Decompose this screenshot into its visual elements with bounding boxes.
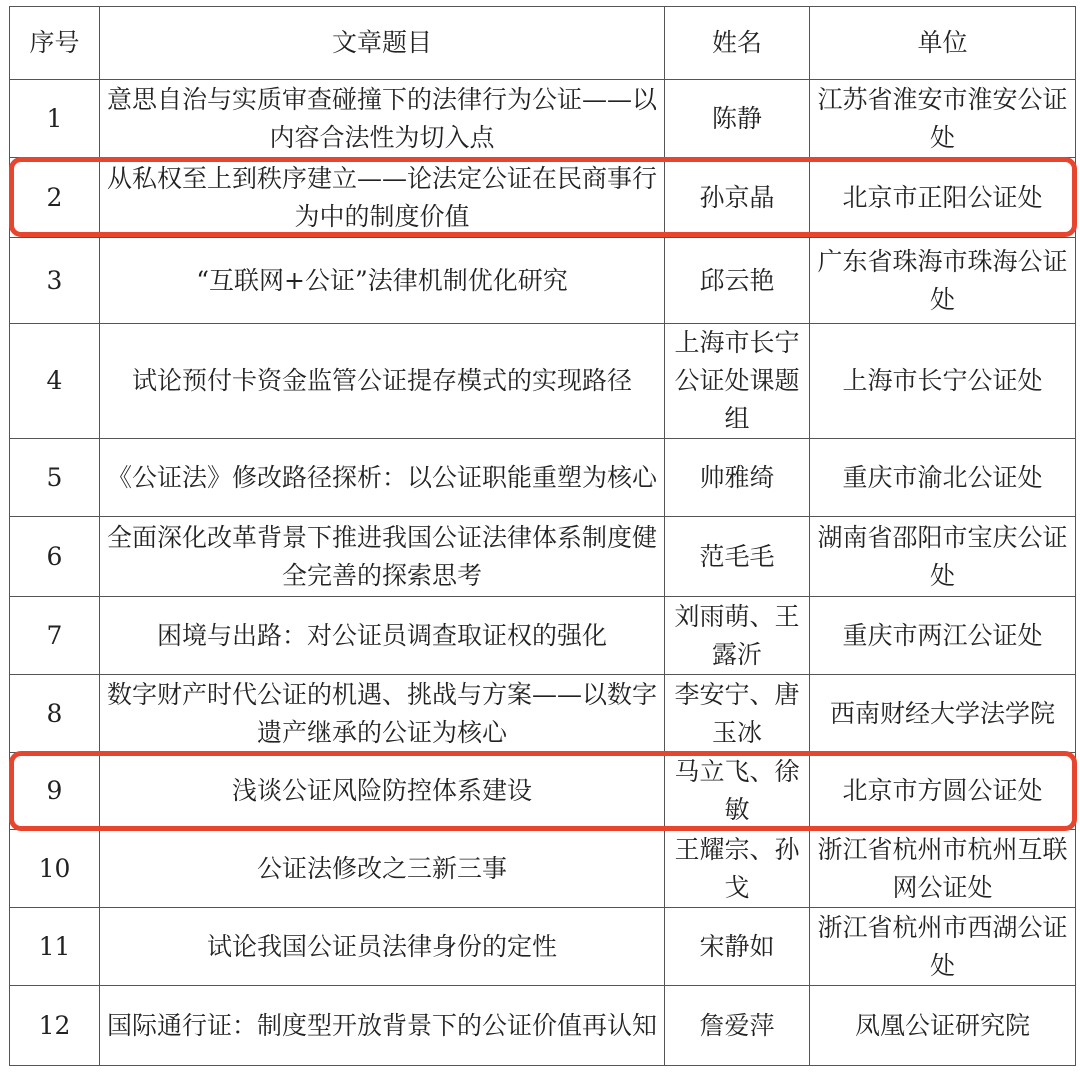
- table-row: [10, 439, 1076, 517]
- row-title: 公证法修改之三新三事: [100, 830, 665, 908]
- header-row: [10, 7, 1076, 80]
- table-row: [10, 908, 1076, 986]
- row-title: 意思自治与实质审查碰撞下的法律行为公证——以内容合法性为切入点: [100, 80, 665, 158]
- row-unit: 凤凰公证研究院: [810, 986, 1076, 1066]
- row-number: 2: [10, 158, 100, 238]
- row-name: 马立飞、徐敏: [665, 753, 810, 830]
- row-unit: 浙江省杭州市杭州互联网公证处: [810, 830, 1076, 908]
- row-number: 11: [10, 908, 100, 986]
- row-name: 刘雨萌、王露沂: [665, 597, 810, 675]
- row-number: 9: [10, 753, 100, 830]
- row-number: 10: [10, 830, 100, 908]
- row-title: 《公证法》修改路径探析：以公证职能重塑为核心: [100, 439, 665, 517]
- header-unit: 单位: [810, 7, 1076, 80]
- row-title: 数字财产时代公证的机遇、挑战与方案——以数字遗产继承的公证为核心: [100, 675, 665, 753]
- row-name: 陈静: [665, 80, 810, 158]
- row-title: “互联网+公证”法律机制优化研究: [100, 238, 665, 324]
- row-unit: 北京市方圆公证处: [810, 753, 1076, 830]
- row-title: 全面深化改革背景下推进我国公证法律体系制度健全完善的探索思考: [100, 517, 665, 597]
- row-unit: 广东省珠海市珠海公证处: [810, 238, 1076, 324]
- highlight-row-2: [9, 157, 1077, 237]
- table-row: [10, 324, 1076, 439]
- row-unit: 重庆市两江公证处: [810, 597, 1076, 675]
- table-row: [10, 830, 1076, 908]
- header-number: 序号: [10, 7, 100, 80]
- row-title: 试论我国公证员法律身份的定性: [100, 908, 665, 986]
- table-row: [10, 238, 1076, 324]
- row-name: 宋静如: [665, 908, 810, 986]
- table-row: [10, 986, 1076, 1066]
- row-name: 李安宁、唐玉冰: [665, 675, 810, 753]
- header-name: 姓名: [665, 7, 810, 80]
- row-number: 8: [10, 675, 100, 753]
- row-unit: 北京市正阳公证处: [810, 158, 1076, 238]
- row-title: 浅谈公证风险防控体系建设: [100, 753, 665, 830]
- row-unit: 浙江省杭州市西湖公证处: [810, 908, 1076, 986]
- row-title: 从私权至上到秩序建立——论法定公证在民商事行为中的制度价值: [100, 158, 665, 238]
- row-name: 詹爱萍: [665, 986, 810, 1066]
- row-title: 试论预付卡资金监管公证提存模式的实现路径: [100, 324, 665, 439]
- row-name: 王耀宗、孙戈: [665, 830, 810, 908]
- table-row: [10, 597, 1076, 675]
- row-number: 4: [10, 324, 100, 439]
- row-number: 7: [10, 597, 100, 675]
- row-name: 帅雅绮: [665, 439, 810, 517]
- table-row: [10, 675, 1076, 753]
- row-unit: 西南财经大学法学院: [810, 675, 1076, 753]
- row-number: 1: [10, 80, 100, 158]
- table-row: [10, 80, 1076, 158]
- row-name: 邱云艳: [665, 238, 810, 324]
- row-title: 困境与出路：对公证员调查取证权的强化: [100, 597, 665, 675]
- table-row: [10, 517, 1076, 597]
- row-name: 范毛毛: [665, 517, 810, 597]
- row-number: 6: [10, 517, 100, 597]
- row-unit: 重庆市渝北公证处: [810, 439, 1076, 517]
- row-number: 12: [10, 986, 100, 1066]
- row-unit: 湖南省邵阳市宝庆公证处: [810, 517, 1076, 597]
- row-number: 3: [10, 238, 100, 324]
- row-name: 孙京晶: [665, 158, 810, 238]
- row-number: 5: [10, 439, 100, 517]
- row-unit: 江苏省淮安市淮安公证处: [810, 80, 1076, 158]
- row-title: 国际通行证：制度型开放背景下的公证价值再认知: [100, 986, 665, 1066]
- highlight-row-9: [9, 751, 1077, 831]
- row-unit: 上海市长宁公证处: [810, 324, 1076, 439]
- header-title: 文章题目: [100, 7, 665, 80]
- row-name: 上海市长宁公证处课题组: [665, 324, 810, 439]
